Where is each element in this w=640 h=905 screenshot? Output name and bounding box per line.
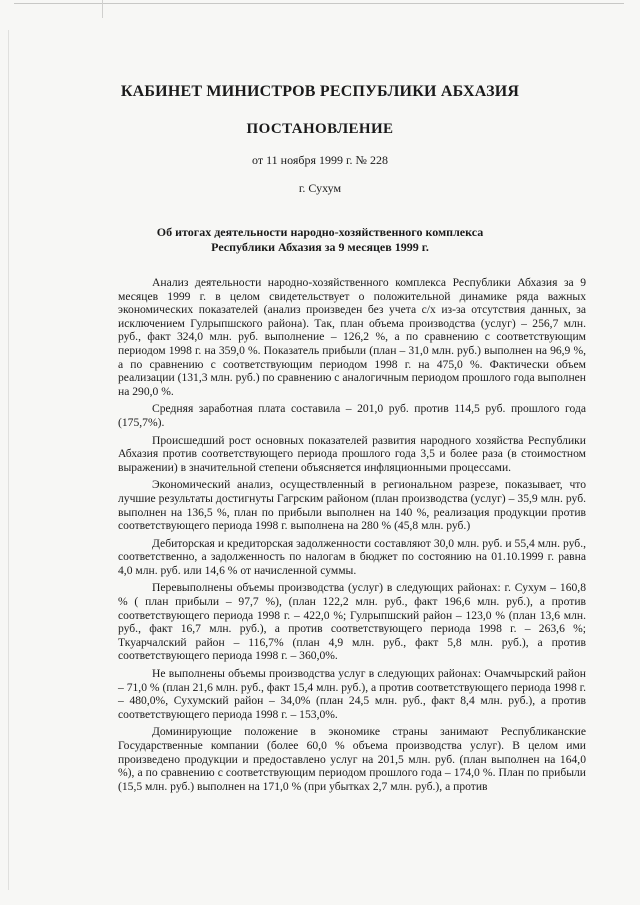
decree-subject-line-1: Об итогах деятельности народно-хозяйственного комплекса (156, 225, 484, 239)
decree-subject (0, 225, 640, 255)
document-type-heading: ПОСТАНОВЛЕНИЕ (246, 121, 394, 137)
scan-edge-line (14, 3, 624, 4)
body-paragraph-8: Доминирующие положение в экономике страны занимают Республиканские Государственные компании (более 60,0 % объема производства услуг). В целом ими произведено продукции и предоставлено услуг на 201,5 млн. руб. (план выполнен на 164,0 %), а по сравнению с соответствующим периодом прошлого года – 174,0 %. План по прибыли (15,5 млн. руб.) выполнен на 171,0 % (при убытках 2,7 млн. руб.), а против (118, 725, 586, 793)
decree-date-number: от 11 ноября 1999 г. № 228 (252, 153, 388, 167)
body-paragraph-3: Происшедший рост основных показателей развития народного хозяйства Республики Абхазия против соответствующего периода прошлого года 3,5 и более раза (в стоимостном выражении) в значительной степени объясняется инфляционными процессами. (118, 433, 586, 474)
issue-city: г. Сухум (298, 181, 342, 195)
issuing-authority-heading: КАБИНЕТ МИНИСТРОВ РЕСПУБЛИКИ АБХАЗИЯ (120, 83, 520, 100)
body-paragraph-1: Анализ деятельности народно-хозяйственного комплекса Республики Абхазия за 9 месяцев 1999 г. в целом свидетельствует о положительной динамике ряда важных экономических показателей (анализ произведен без учета с/х из-за отсутствия данных, за исключением Гулрыпшского района). Так, план объема производства (услуг) – 256,7 млн. руб., факт 324,0 млн. руб. выполнение – 126,2 %, а по сравнению с соответствующим периодом 1998 г. на 359,0 %. Показатель прибыли (план – 31,0 млн. руб.) выполнен на 96,9 %, а по сравнению с соответствующим периодом 1998 г. на 475,0 %. Фактически объем реализации (131,3 млн. руб.) по сравнению с аналогичным периодом прошлого года выполнен на 290,0 %. (118, 276, 586, 398)
body-paragraph-7: Не выполнены объемы производства услуг в следующих районах: Очамчырский район – 71,0 % (план 21,6 млн. руб., факт 15,4 млн. руб.), а против соответствующего периода 1998 г. – 480,0%, Сухумский район – 34,0% (план 24,5 млн. руб., факт 8,4 млн. руб.), а против соответствующего периода 1998 г. – 153,0%. (118, 667, 586, 721)
decree-subject-line-2: Республики Абхазия за 9 месяцев 1999 г. (211, 240, 429, 254)
scan-mark (102, 0, 103, 18)
decree-body (118, 276, 586, 797)
body-paragraph-2: Средняя заработная плата составила – 201,0 руб. против 114,5 руб. прошлого года (175,7%). (118, 402, 586, 429)
body-paragraph-4: Экономический анализ, осуществленный в региональном разрезе, показывает, что лучшие результаты достигнуты Гагрским районом (план производства (услуг) – 35,9 млн. руб. выполнен на 136,5 %, план по прибыли выполнен на 140 %, реализация продукции против соответствующего периода 1998 г. выполнена на 280 % (45,8 млн. руб.) (118, 478, 586, 533)
body-paragraph-6: Перевыполнены объемы производства (услуг) в следующих районах: г. Сухум – 160,8 % ( план прибыли – 97,7 %), (план 122,2 млн. руб., факт 196,6 млн. руб.), а против соответствующего периода 1998 г. – 422,0 %; Гулрыпшский район – 123,0 % (план 13,6 млн. руб., факт 16,7 млн. руб.), а против соответствующего периода 1998 г. – 263,6 %; Ткуарчалский район – 116,7% (план 4,9 млн. руб., факт 5,8 млн. руб.), а против соответствующего периода 1998 г. – 360,0%. (118, 581, 586, 663)
body-paragraph-5: Дебиторская и кредиторская задолженности составляют 30,0 млн. руб. и 55,4 млн. руб., соответственно, а задолженность по налогам в бюджет по состоянию на 01.10.1999 г. равна 4,0 млн. руб. или 14,6 % от начисленной суммы. (118, 536, 586, 577)
